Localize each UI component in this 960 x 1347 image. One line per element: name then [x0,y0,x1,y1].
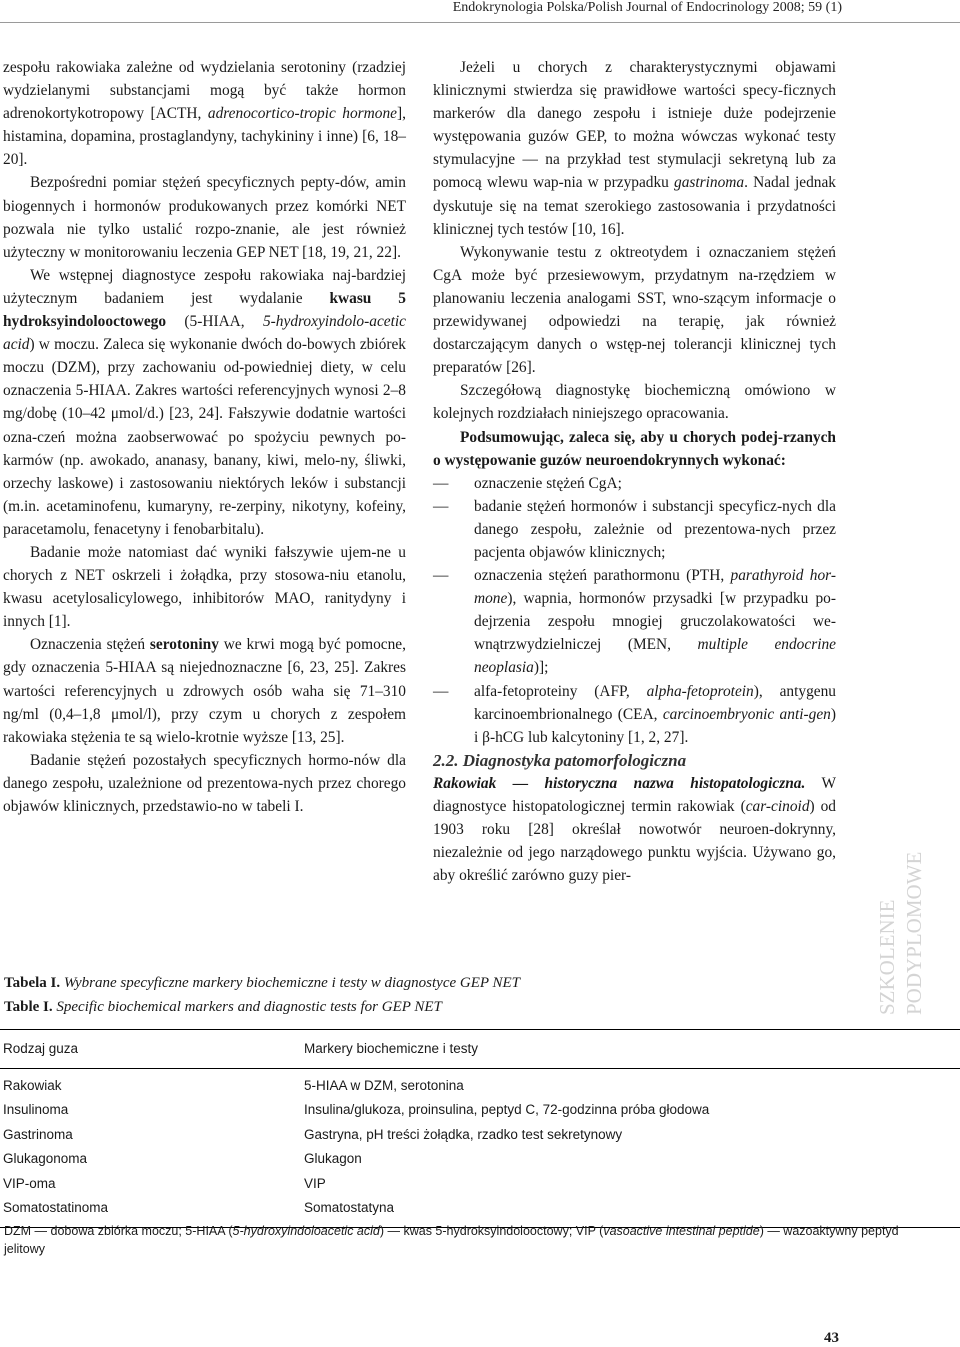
text-run: Oznaczenia stężeń [30,636,150,654]
tumor-type-cell: Somatostatinoma [0,1199,301,1228]
left-paragraph-3 [3,264,406,541]
right-paragraph-2: Wykonywanie testu z oktreotydem i oznaczaniem stężeń CgA może być przesiewowym, przydatnym na-rzędziem w planowaniu leczenia analogami SST, wno-szącym informacje o przewidywanej odpowiedzi na terapię, jak również dostarczającym danych o wstęp-nej tolerancji klinicznej tych preparatów [26]. [433,243,836,377]
text-run: ], histamina, dopamina, prostaglandyny, tachykininy i inne) [6, 18–20]. [3,105,406,169]
text-run-bold: kwasu 5 hydroksyindolooctowego [3,289,406,331]
markers-cell: VIP [304,1175,326,1191]
text-run: ), wapnia, hormonów przysadki [w przypadku po-dejrzenia zespołu mnogiej gruczolakowatości we-wnątrzwydzielniczej (MEN, [474,590,836,654]
text-run: ) — wazoaktywny peptyd jelitowy [4,1224,899,1256]
column-header-markers: Markery biochemiczne i testy [301,1030,960,1069]
text-run: Jeżeli u chorych z charakterystycznymi objawami klinicznymi stwierdza się prawidłowe wartości specy-ficznych markerów dla danego zespołu i istnieje duże podejrzenie występowania guzów GEP, to można wówczas wykonać testy stymulacyjne — na przykład test stymulacji sekretyną lub za pomocą wlewu wap-nia w przypadku [433,59,836,192]
caption-text: Wybrane specyficzne markery biochemiczne i testy w diagnostyce GEP NET [60,975,521,991]
sidebar-label-line-2: PODYPLOMOWE [902,851,926,1015]
recommendation-item [433,495,836,564]
dash-marker: — [433,682,449,700]
left-paragraph-6: Badanie stężeń pozostałych specyficznych hormo-nów dla danego zespołu, uzależnione od prezentowa-nych przez chorego objawów klinicznych, przedstawio-no w tabeli I. [3,751,406,815]
text-run: ) w moczu. Zaleca się wykonanie dwóch do-bowych zbiórek moczu (DZM), przy zachowaniu od-powiedniej diety, w celu oznaczenia 5-HIAA. Zakres wartości referencyjnych wynosi 2–8 mg/dobę (10–42 μmol/d.) [23, 24]. Fałszywie dodatnie wartości ozna-czeń można zaobserwować po spożyciu pewnych po-karmów (np. awokado, ananasy, banany, kiwi, melo-ny, śliwki, orzechy laskowe) i zastosowaniu niektórych leków i substancji (m.in. acetaminofenu, kumaryny, re-zerpiny, nikotyny, kofeiny, paracetamolu, fenacetyny i fenobarbitalu). [3,336,406,538]
markers-cell: Insulina/glukoza, proinsulina, peptyd C, 72-godzinna próba głodowa [304,1102,710,1118]
markers-cell: 5-HIAA w DZM, serotonina [304,1078,464,1093]
text-run: badanie stężeń hormonów i substancji specyficz-nych dla danego zespołu, zależnie od prezentowa-nych przez pacjenta objawów klinicznych; [474,497,836,561]
column-header-tumor-type: Rodzaj guza [0,1030,301,1069]
text-run-italic: parathyroid hor-mone [474,567,836,608]
caption-label: Tabela I. [4,975,61,991]
caption-text: Specific biochemical markers and diagnostic tests for GEP NET [52,999,442,1015]
dash-marker: — [433,567,449,585]
caption-label: Table I. [4,999,53,1015]
text-run-italic: adrenocortico-tropic hormone [207,105,398,123]
text-run-italic: multiple endocrine neoplasia [474,636,836,677]
left-paragraph-5 [3,633,406,748]
text-run: W diagnostyce histopatologicznej termin rakowiak ( [433,774,836,815]
text-run-italic: car-cinoid [745,797,810,815]
table-row [0,1126,960,1150]
tumor-type-cell: Gastrinoma [3,1126,73,1142]
left-paragraph-4: Badanie może natomiast dać wyniki fałszywie ujem-ne u chorych z NET oskrzeli i żołądka, przy stosowa-niu etanolu, kwasu acetylosalicylowego, inhibitorów MAO, ranitydyny i innych [1]. [3,543,406,631]
text-run: ) od 1903 roku [28] określał nowotwór neuroen-dokrynny, niezależnie od jego narządowego punktu wyjścia. Używano go, aby określić zarówno guzy pier- [433,797,836,885]
recommendation-item [433,564,836,679]
tumor-type-cell: Insulinoma [3,1102,69,1118]
table-row [0,1101,960,1125]
section-heading: 2.2. Diagnostyka patomorfologiczna [433,750,687,770]
left-paragraph-2: Bezpośredni pomiar stężeń specyficznych pepty-dów, amin biogennych i hormonów produkowanych przez komórki NET pozwala nie tylko ustalić rozpo-znanie, ale jest również użyteczny w monitorowaniu leczenia GEP NET [18, 19, 21, 22]. [3,174,406,261]
recommendation-item [433,472,836,495]
dash-marker: — [433,497,449,515]
text-run: We wstępnej diagnostyce zespołu rakowiaka naj-bardziej użytecznym badaniem jest wydalanie [3,266,406,307]
right-paragraph-5 [433,772,836,887]
text-run-bold: serotoniny [149,636,219,654]
table-row [0,1175,960,1199]
text-run-italic: 5-hydroxyindolo-acetic acid [3,313,406,354]
recommendation-item [433,680,836,749]
header-rule [0,22,960,23]
text-run: alfa-fetoproteiny (AFP, [474,682,647,700]
table-footnote [4,1222,934,1258]
markers-cell: Glukagon [304,1151,362,1167]
markers-cell: Somatostatyna [301,1199,960,1228]
text-run-italic: vasoactive intestinal peptide [603,1224,760,1238]
table-caption-english [4,997,442,1017]
text-run-italic: alpha-fetoprotein [646,682,754,700]
text-run: (5-HIAA, [166,313,263,331]
page-number: 43 [824,1330,839,1346]
text-run: oznaczenia stężeń parathormonu (PTH, [474,567,731,585]
left-paragraph-1 [3,56,406,171]
tumor-type-cell: VIP-oma [3,1175,56,1191]
markers-table [0,1029,960,1228]
right-paragraph-3: Szczegółową diagnostykę biochemiczną omówiono w kolejnych rozdziałach niniejszego opracowania. [433,382,836,423]
text-run: ), antygenu karcinoembrionalnego (CEA, [474,682,836,723]
table-header-row [0,1030,960,1069]
left-column [3,56,406,818]
text-run-italic: 5-hydroxyindoloacetic acid [232,1224,380,1238]
right-paragraph-1 [433,56,836,241]
right-paragraph-4-summary: Podsumowując, zaleca się, aby u chorych podej-rzanych o występowanie guzów neuroendokrynnych wykonać: [433,428,836,469]
text-run: . Nadal jednak dyskutuje się na temat szerokiego zastosowania i przydatności klinicznej tych testów [10, 16]. [433,174,836,238]
table-caption-polish [4,973,520,993]
dash-marker: — [433,474,449,492]
tumor-type-cell: Rakowiak [3,1078,62,1093]
text-run: DZM — dobowa zbiórka moczu; 5-HIAA ( [4,1224,233,1238]
tumor-type-cell: Glukagonoma [3,1151,88,1167]
text-run-bold-italic: Rakowiak — historyczna nazwa histopatologiczna. [433,774,806,792]
table-row [0,1069,960,1102]
right-column [433,56,836,887]
section-sidebar-label [875,845,930,1015]
text-run: oznaczenie stężeń CgA; [474,474,622,492]
text-run-italic: carcinoembryonic anti-gen [662,705,831,723]
text-run: zespołu rakowiaka zależne od wydzielania serotoniny (rzadziej wydzielanymi substancjami mogą być także hormon adrenokortykotropowy [ACTH, [3,59,406,123]
markers-cell: Gastryna, pH treści żołądka, rzadko test sekretynowy [304,1126,623,1142]
running-header: Endokrynologia Polska/Polish Journal of Endocrinology 2008; 59 (1) [452,0,842,15]
text-run: ) — kwas 5-hydroksyindolooctowy; VIP ( [379,1224,604,1238]
text-run: we krwi mogą być pomocne, gdy oznaczenia 5-HIAA są niejednoznaczne [6, 23, 25]. Zakres wartości referencyjnych u zdrowych osób waha się 71–310 ng/ml (0,4–1,8 μmol/l), przy czym u chorych z zespołem rakowiaka stężenia te są wielo-krotnie wyższe [13, 25]. [3,636,406,746]
sidebar-label-line-1: SZKOLENIE [875,899,899,1015]
text-run: )]; [533,659,549,677]
text-run: ) i β-hCG lub kalcytoniny [1, 2, 27]. [474,705,836,746]
text-run-italic: gastrinoma [674,174,745,192]
table-row [0,1150,960,1174]
